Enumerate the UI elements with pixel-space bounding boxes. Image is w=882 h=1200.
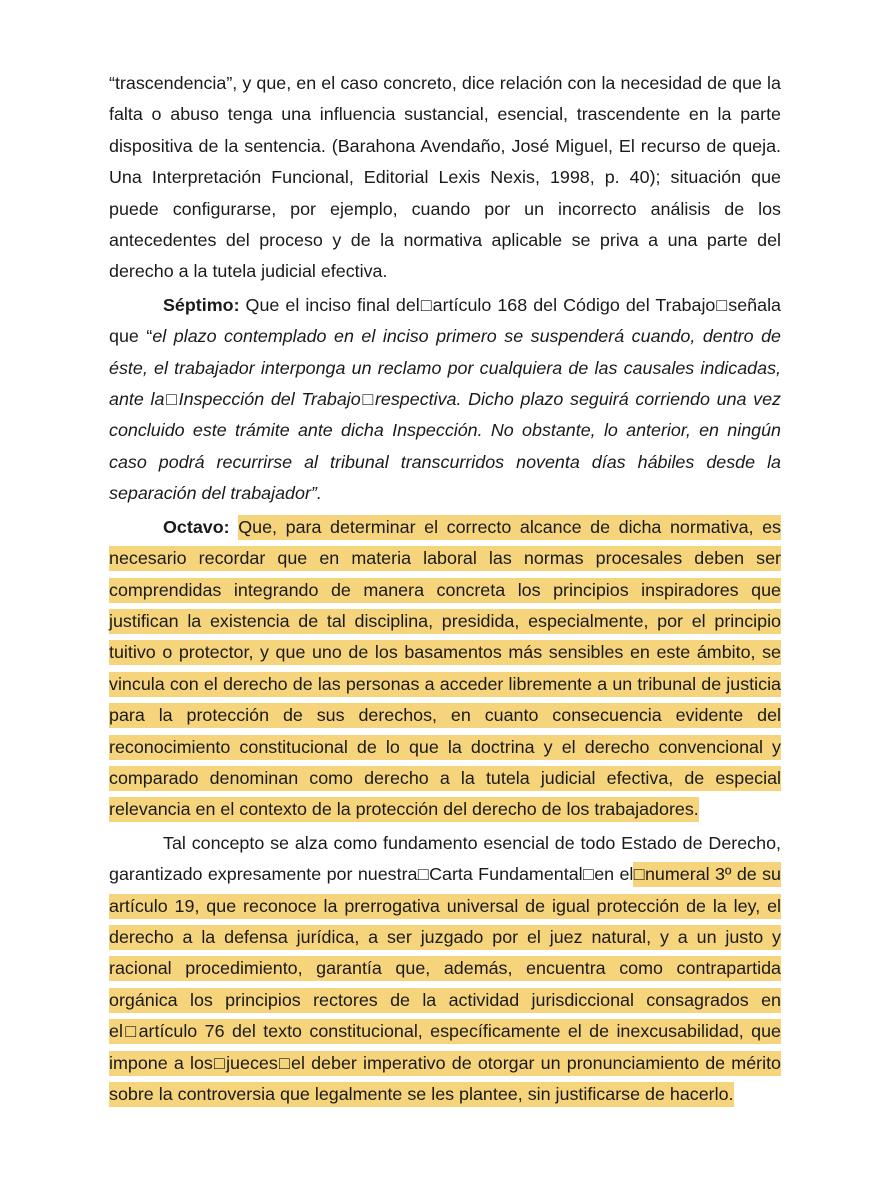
paragraph-septimo [109, 290, 781, 510]
document-page [109, 68, 781, 1112]
paragraph-label-septimo: Séptimo: [163, 294, 240, 315]
statute-quote: el plazo contemplado en el inciso primero se suspenderá cuando, dentro de éste, el trabajador interponga un reclamo por cualquiera de las causales indicadas, ante la□Inspección del Trabajo□respectiva. Dicho plazo seguirá corriendo una vez concluido este trámite ante dicha Inspección. No obstante, lo anterior, en ningún caso podrá recurrirse al tribunal transcurridos noventa días hábiles desde la separación del trabajador”. [109, 326, 781, 504]
paragraph-tal-concepto [109, 828, 781, 1111]
paragraph-text: Que el inciso final del□artículo 168 del Código del Trabajo□señala que “ [109, 294, 781, 347]
paragraph-trascendencia [109, 68, 781, 288]
paragraph-octavo [109, 512, 781, 826]
paragraph-text: Tal concepto se alza como fundamento esencial de todo Estado de Derecho, garantizado expresamente por nuestra□Carta Fundamental□en el [109, 832, 781, 885]
highlighted-text: □numeral 3º de su artículo 19, que reconoce la prerrogativa universal de igual protección de la ley, el derecho a la defensa jurídica, a ser juzgado por el juez natural, y a un justo y racional procedimiento, garantía que, además, encuentra como contrapartida orgánica los principios rectores de la actividad jurisdiccional consagrados en el□artículo 76 del texto constitucional, específicamente el de inexcusabilidad, que impone a los□jueces□el deber imperativo de otorgar un pronunciamiento de mérito sobre la controversia que legalmente se les plantee, sin justificarse de hacerlo. [109, 862, 781, 1107]
highlighted-text: Que, para determinar el correcto alcance de dicha normativa, es necesario recordar que en materia laboral las normas procesales deben ser comprendidas integrando de manera concreta los principios inspiradores que justifican la existencia de tal disciplina, presidida, especialmente, por el principio tuitivo o protector, y que uno de los basamentos más sensibles en este ámbito, se vincula con el derecho de las personas a acceder libremente a un tribunal de justicia para la protección de sus derechos, en cuanto consecuencia evidente del reconocimiento constitucional de lo que la doctrina y el derecho convencional y comparado denominan como derecho a la tutela judicial efectiva, de especial relevancia en el contexto de la protección del derecho de los trabajadores. [109, 515, 781, 823]
paragraph-label-octavo: Octavo: [163, 516, 230, 537]
paragraph-text: “trascendencia”, y que, en el caso concreto, dice relación con la necesidad de que la falta o abuso tenga una influencia sustancial, esencial, trascendente en la parte dispositiva de la sentencia. (Barahona Avendaño, José Miguel, El recurso de queja. Una Interpretación Funcional, Editorial Lexis Nexis, 1998, p. 40); situación que puede configurarse, por ejemplo, cuando por un incorrecto análisis de los antecedentes del proceso y de la normativa aplicable se priva a una parte del derecho a la tutela judicial efectiva. [109, 73, 781, 282]
